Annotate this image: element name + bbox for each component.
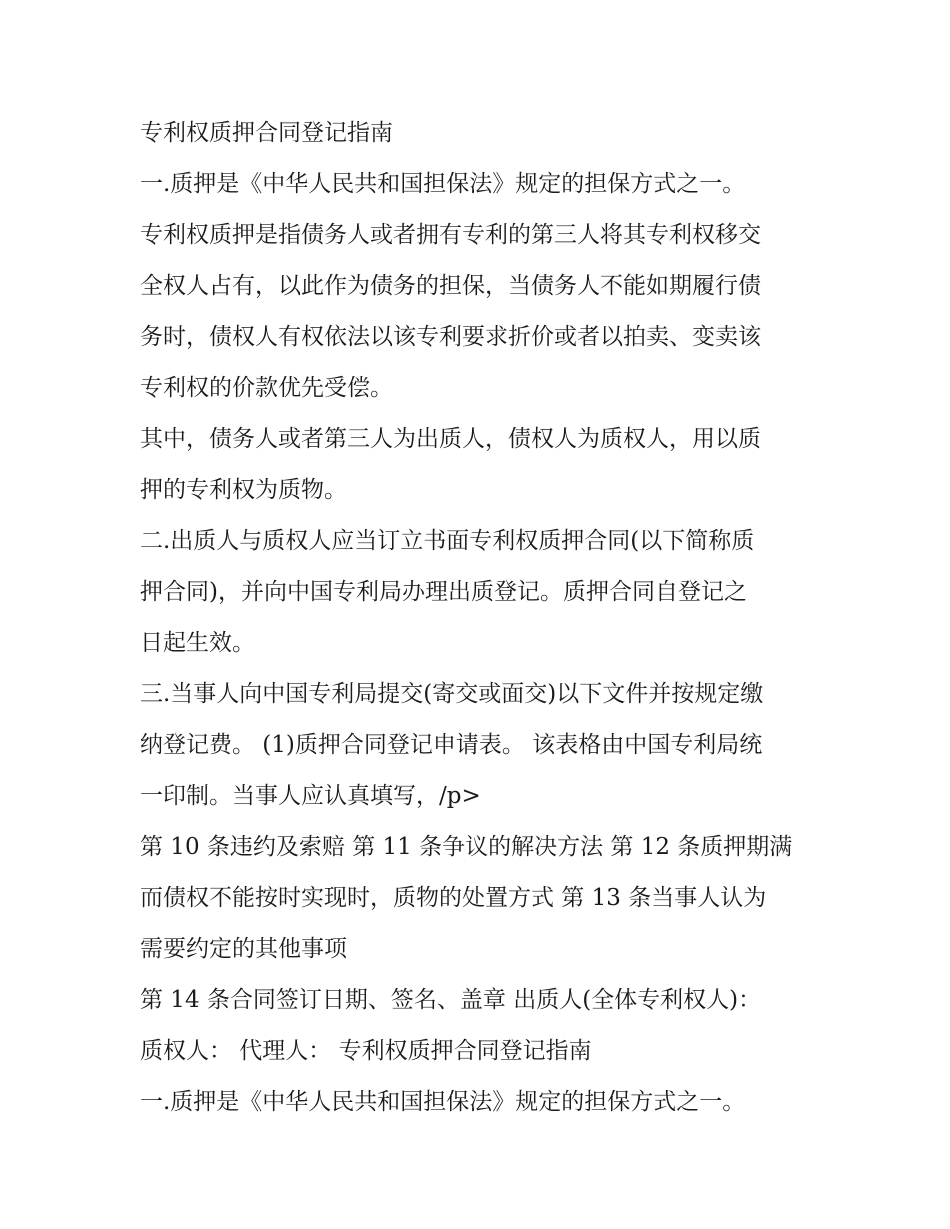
document-title-line: 专利权质押合同登记指南	[140, 120, 393, 146]
text-line: 押的专利权为质物。	[140, 477, 347, 503]
text-line: 第 14 条合同签订日期、签名、盖章 出质人(全体专利权人)：	[140, 987, 762, 1013]
text-line: 纳登记费。 (1)质押合同登记申请表。 该表格由中国专利局统	[140, 732, 763, 758]
document-body	[140, 108, 820, 1128]
text-line: 第 10 条违约及索赔 第 11 条争议的解决方法 第 12 条质押期满	[140, 834, 793, 860]
text-line: 专利权的价款优先受偿。	[140, 375, 393, 401]
text-line: 全权人占有，以此作为债务的担保，当债务人不能如期履行债	[140, 273, 761, 299]
text-line: 一.质押是《中华人民共和国担保法》规定的担保方式之一。	[140, 171, 746, 197]
text-line: 而债权不能按时实现时，质物的处置方式 第 13 条当事人认为	[140, 885, 767, 911]
text-line: 专利权质押是指债务人或者拥有专利的第三人将其专利权移交	[140, 222, 761, 248]
text-line: 需要约定的其他事项	[140, 936, 347, 962]
text-line: 其中，债务人或者第三人为出质人，债权人为质权人，用以质	[140, 426, 761, 452]
text-line: 一.质押是《中华人民共和国担保法》规定的担保方式之一。	[140, 1089, 746, 1115]
text-line: 二.出质人与质权人应当订立书面专利权质押合同(以下简称质	[140, 528, 755, 554]
text-line: 质权人： 代理人： 专利权质押合同登记指南	[140, 1038, 592, 1064]
text-line: 押合同)，并向中国专利局办理出质登记。质押合同自登记之	[140, 579, 747, 605]
text-line: 日起生效。	[140, 630, 255, 656]
text-line: 一印制。当事人应认真填写，/p>	[140, 783, 481, 809]
text-line: 三.当事人向中国专利局提交(寄交或面交)以下文件并按规定缴	[140, 681, 764, 707]
text-line: 务时，债权人有权依法以该专利要求折价或者以拍卖、变卖该	[140, 324, 761, 350]
